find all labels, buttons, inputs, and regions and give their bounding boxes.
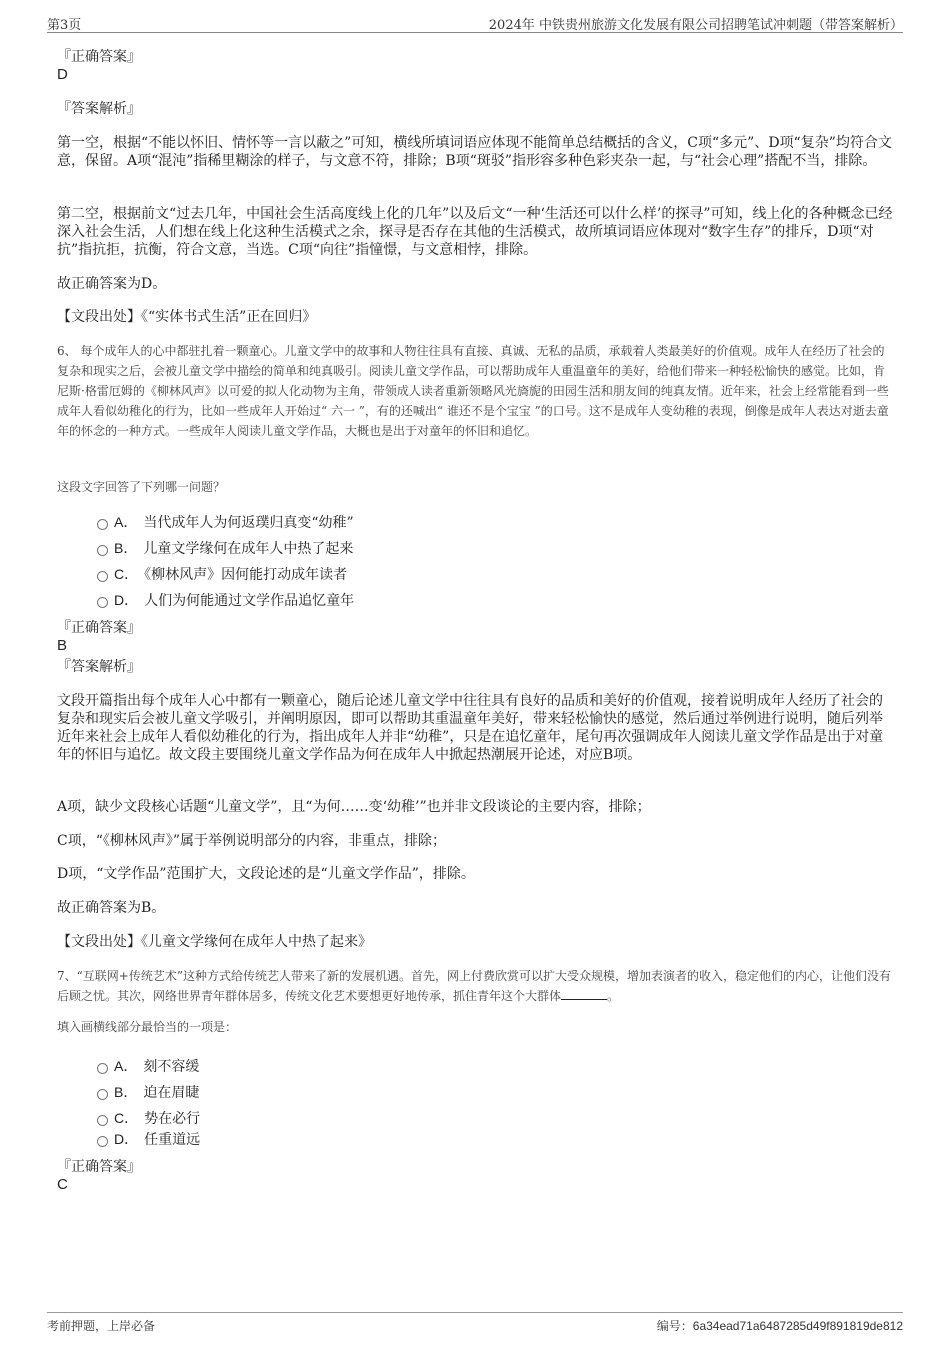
q6-stem: 6、 每个成年人的心中都驻扎着一颗童心。儿童文学中的故事和人物往往具有直接、真诚、无私的品质，承载着人类最美好的价值观。成年人在经历了社会的复杂和现实之后，会被儿童文学中描绘的简单和纯真吸引。阅读儿童文学作品，可以帮助成年人重温童年的美好，给他们带来一种轻松愉快的感觉。比如，肯尼斯·格雷厄姆的《柳林风声》以可爱的拟人化动物为主角，带领成人读者重新领略风光旖旎的田园生活和朋友间的纯真友情。近年来，社会上经常能看到一些成年人看似幼稚化的行为，比如一些成年人开始过“ 六一 ”，有的还喊出“ 谁还不是个宝宝 ”的口号。这不是成年人变幼稚的表现，倒像是成年人表达对逝去童年的怀念的一种方式。一些成年人阅读儿童文学作品，大概也是出于对童年的怀旧和追忆。 <box>57 344 889 438</box>
q6-answer-label: 『正确答案』 <box>57 620 141 636</box>
q6-analysis-label: 『答案解析』 <box>57 659 141 675</box>
radio-icon[interactable] <box>97 519 108 530</box>
q7-answer: C <box>57 1176 68 1193</box>
radio-icon[interactable] <box>97 1089 108 1100</box>
radio-icon[interactable] <box>97 597 108 608</box>
q6-analysis-option-a: A项，缺少文段核心话题“儿童文学”，且“为何……变‘幼稚’”也并非文段谈论的主要内容，排除； <box>57 799 651 815</box>
radio-icon[interactable] <box>97 545 108 556</box>
radio-icon[interactable] <box>97 1115 108 1126</box>
q5-answer-label: 『正确答案』 <box>57 49 141 65</box>
q6-answer: B <box>57 637 68 654</box>
radio-icon[interactable] <box>97 1136 108 1147</box>
q7-answer-label: 『正确答案』 <box>57 1159 141 1175</box>
q6-question: 这段文字回答了下列哪一问题？ <box>57 480 226 494</box>
option-text: 势在必行 <box>144 1111 201 1127</box>
option-letter: A． <box>114 1058 138 1074</box>
option-text: 《柳林风声》因何能打动成年读者 <box>144 567 348 583</box>
q6-analysis-paragraph: 文段开篇指出每个成年人心中都有一颗童心，随后论述儿童文学中往往具有良好的品质和美好的价值观，接着说明成年人经历了社会的复杂和现实后会被儿童文学吸引，并阐明原因，即可以帮助其重温童年美好，带来轻松愉快的感觉，然后通过举例进行说明，随后列举近年来社会上成年人看似幼稚化的行为，指出成年人并非“幼稚”，只是在追忆童年，尾句再次强调成年人阅读儿童文学作品是出于对童年的怀旧与追忆。故文段主要围绕儿童文学作品为何在成年人中掀起热潮展开论述，对应B项。 <box>57 693 884 763</box>
q6-analysis-option-d: D项，“文学作品”范围扩大，文段论述的是“儿童文学作品”，排除。 <box>57 866 475 882</box>
q7-stem-end: 。 <box>607 989 620 1003</box>
q5-answer: D <box>57 66 68 83</box>
q7-option-a[interactable] <box>97 1057 199 1076</box>
q6-source: 【文段出处】《儿童文学缘何在成年人中热了起来》 <box>57 934 372 950</box>
q6-option-b[interactable] <box>97 539 353 558</box>
option-letter: D． <box>114 592 139 608</box>
footer-slogan: 考前押题，上岸必备 <box>47 1319 156 1333</box>
radio-icon[interactable] <box>97 1063 108 1074</box>
q7-option-d[interactable] <box>97 1130 200 1149</box>
option-letter: D． <box>114 1131 139 1147</box>
radio-icon[interactable] <box>97 571 108 582</box>
fill-blank <box>561 988 607 1000</box>
page-number: 第3页 <box>47 18 82 33</box>
q7-option-b[interactable] <box>97 1083 199 1102</box>
option-text: 当代成年人为何返璞归真变“幼稚” <box>143 515 354 531</box>
q5-analysis-label: 『答案解析』 <box>57 101 141 117</box>
document-title: 2024年 中铁贵州旅游文化发展有限公司招聘笔试冲刺题（带答案解析） <box>488 18 903 33</box>
option-letter: B． <box>114 540 138 556</box>
option-letter: B． <box>114 1084 138 1100</box>
option-text: 迫在眉睫 <box>143 1085 200 1101</box>
page-header <box>47 10 903 33</box>
q6-option-d[interactable] <box>97 591 354 610</box>
option-letter: A． <box>114 514 138 530</box>
option-text: 刻不容缓 <box>143 1059 200 1075</box>
q7-stem-text: 7、“互联网+传统艺术”这种方式给传统艺人带来了新的发展机遇。首先，网上付费欣赏可以扩大受众规模，增加表演者的收入，稳定他们的内心，让他们没有后顾之忧。其次，网络世界青年群体居多，传统文化艺术要想更好地传承，抓住青年这个大群体 <box>57 969 891 1003</box>
q5-analysis-paragraph-1: 第一空，根据“不能以怀旧、情怀等一言以蔽之”可知，横线所填词语应体现不能简单总结概括的含义，C项“多元”、D项“复杂”均符合文意，保留。A项“混沌”指稀里糊涂的样子，与文意不符，排除；B项“斑驳”指形容多种色彩夹杂一起，与“社会心理”搭配不当，排除。 <box>57 135 892 169</box>
q5-analysis-paragraph-2: 第二空，根据前文“过去几年，中国社会生活高度线上化的几年”以及后文“一种‘生活还可以什么样’的探寻”可知，线上化的各种概念已经深入社会生活，人们想在线上化这种生活模式之余，探寻是否存在其他的生活模式，故所填词语应体现对“数字生存”的排斥，D项“对抗”指抗拒，抗衡，符合文意，当选。C项“向往”指憧憬，与文意相悖，排除。 <box>57 206 893 258</box>
option-text: 儿童文学缘何在成年人中热了起来 <box>143 541 354 557</box>
q7-question: 填入画横线部分最恰当的一项是： <box>57 1020 238 1034</box>
q6-analysis-option-c: C项，“《柳林风声》”属于举例说明部分的内容，非重点，排除； <box>57 833 447 849</box>
page-footer <box>47 1312 903 1337</box>
q6-option-a[interactable] <box>97 513 354 532</box>
q5-source: 【文段出处】《“实体书式生活”正在回归》 <box>57 309 317 325</box>
option-text: 任重道远 <box>144 1132 201 1148</box>
option-letter: C． <box>114 1110 139 1126</box>
option-letter: C． <box>114 566 139 582</box>
q6-conclusion: 故正确答案为B。 <box>57 900 166 916</box>
q5-conclusion: 故正确答案为D。 <box>57 276 167 292</box>
q7-option-c[interactable] <box>97 1109 200 1128</box>
q7-stem <box>57 966 895 1006</box>
q6-option-c[interactable] <box>97 565 347 584</box>
option-text: 人们为何能通过文学作品追忆童年 <box>144 593 355 609</box>
document-id: 编号：6a34ead71a6487285d49f891819de812 <box>656 1319 903 1333</box>
